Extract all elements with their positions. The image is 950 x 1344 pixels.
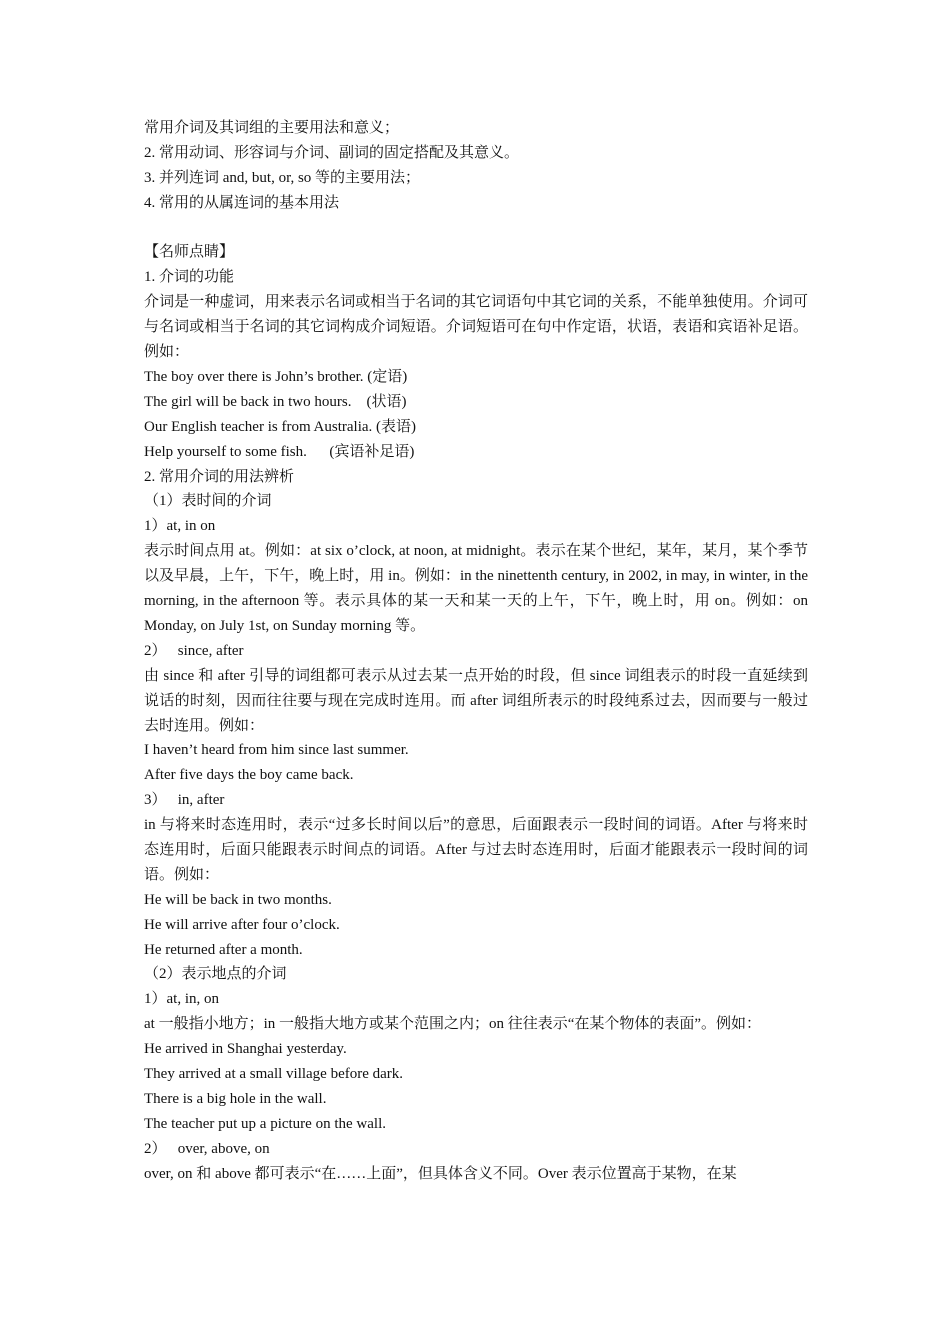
place-item-2-heading: 2） over, above, on (144, 1140, 270, 1157)
example-sentence: Help yourself to some fish. (宾语补足语) (144, 443, 415, 460)
intro-line-2: 2. 常用动词、形容词与介词、副词的固定搭配及其意义。 (144, 144, 520, 161)
section-1-paragraph: 介词是一种虚词，用来表示名词或相当于名词的其它词语句中其它词的关系，不能单独使用。介词可与名词或相当于名词的其它词构成介词短语。介词短语可在句中作定语，状语，表语和宾语补足语。例如： (144, 294, 808, 361)
time-item-1-paragraph: 表示时间点用 at。例如：at six o’clock, at noon, at midnight。表示在某个世纪，某年，某月，某个季节以及早晨，上午，下午，晚上时，用 in。例如：in the ninettenth century, in 2002, in may, in winter, in the morning, in the afternoon 等。表示具体的某一天和某一天的上午，下午，晚上时，用 on。例如：on Monday, on July 1st, on Sunday morning 等。 (144, 543, 808, 634)
example-sentence: Our English teacher is from Australia. (表语) (144, 418, 417, 435)
time-item-2-paragraph: 由 since 和 after 引导的词组都可表示从过去某一点开始的时段，但 since 词组表示的时段一直延续到说话的时刻，因而往往要与现在完成时连用。而 after 词组所表示的时段纯系过去，因而要与一般过去时连用。例如： (144, 667, 808, 734)
section-2-heading: 2. 常用介词的用法辨析 (144, 468, 295, 485)
example-sentence: They arrived at a small village before dark. (144, 1066, 404, 1083)
example-sentence: The girl will be back in two hours. (状语) (144, 393, 407, 410)
place-item-1-paragraph: at 一般指小地方；in 一般指大地方或某个范围之内；on 往往表示“在某个物体的表面”。例如： (144, 1016, 762, 1033)
intro-line-3: 3. 并列连词 and, but, or, so 等的主要用法； (144, 169, 421, 186)
time-prepositions-heading: （1）表时间的介词 (144, 493, 272, 510)
time-item-3-heading: 3） in, after (144, 792, 225, 809)
place-item-2-paragraph: over, on 和 above 都可表示“在……上面”，但具体含义不同。Over 表示位置高于某物，在某 (144, 1165, 737, 1182)
section-1-heading: 1. 介词的功能 (144, 269, 235, 286)
example-sentence: The boy over there is John’s brother. (定语) (144, 368, 408, 385)
example-sentence: He will arrive after four o’clock. (144, 916, 340, 933)
time-item-1-heading: 1）at, in on (144, 518, 216, 535)
example-sentence: There is a big hole in the wall. (144, 1090, 327, 1107)
example-sentence: He will be back in two months. (144, 891, 332, 908)
intro-line-4: 4. 常用的从属连词的基本用法 (144, 194, 340, 211)
blank-line (144, 216, 808, 241)
example-sentence: He arrived in Shanghai yesterday. (144, 1041, 347, 1058)
document-body (144, 116, 808, 1187)
intro-line-1: 常用介词及其词组的主要用法和意义； (144, 120, 400, 136)
time-item-2-heading: 2） since, after (144, 642, 244, 659)
example-sentence: After five days the boy came back. (144, 767, 354, 784)
section-title: 【名师点睛】 (144, 244, 235, 261)
place-item-1-heading: 1）at, in, on (144, 991, 219, 1008)
example-sentence: He returned after a month. (144, 941, 303, 958)
time-item-3-paragraph: in 与将来时态连用时，表示“过多长时间以后”的意思，后面跟表示一段时间的词语。After 与将来时态连用时，后面只能跟表示时间点的词语。After 与过去时态连用时，后面才能跟表示一段时间的词语。例如： (144, 817, 808, 883)
place-prepositions-heading: （2）表示地点的介词 (144, 966, 287, 983)
example-sentence: I haven’t heard from him since last summer. (144, 742, 409, 759)
example-sentence: The teacher put up a picture on the wall. (144, 1115, 386, 1132)
